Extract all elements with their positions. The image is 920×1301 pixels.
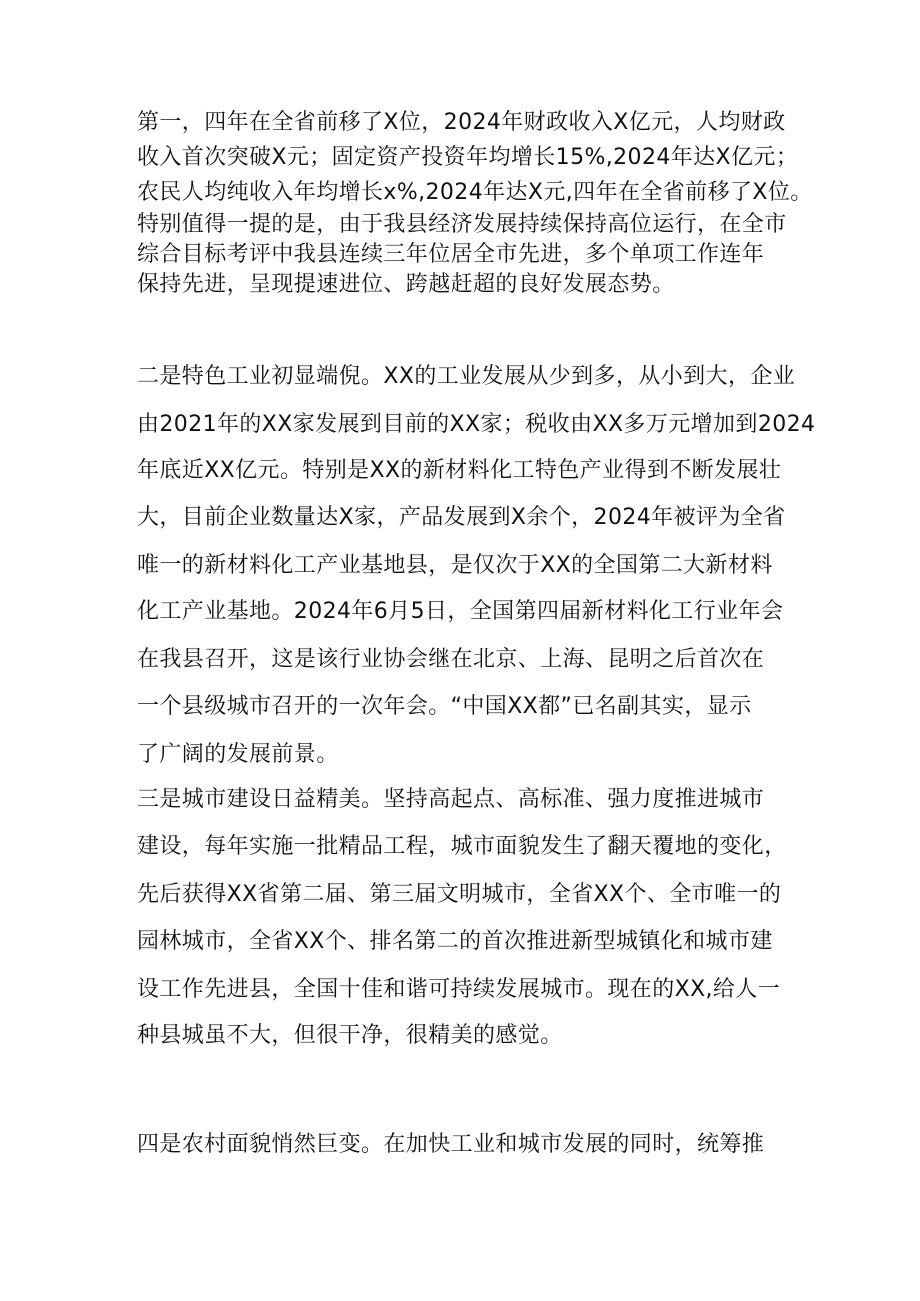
paragraph-line: 四是农村面貌悄然巨变。在加快工业和城市发展的同时，统筹推 (137, 1132, 765, 1157)
paragraph-line: 第一，四年在全省前移了X位，2024年财政收入X亿元，人均财政 (137, 110, 786, 135)
paragraph-line: 二是特色工业初显端倪。XX的工业发展从少到多，从小到大，企业 (137, 364, 796, 389)
paragraph-line: 保持先进，呈现提速进位、跨越赶超的良好发展态势。 (137, 272, 675, 297)
paragraph-line: 种县城虽不大，但很干净，很精美的感觉。 (137, 1023, 563, 1048)
paragraph-line: 综合目标考评中我县连续三年位居全市先进，多个单项工作连年 (137, 242, 765, 267)
paragraph-line: 在我县召开，这是该行业协会继在北京、上海、昆明之后首次在 (137, 647, 765, 672)
paragraph-line: 了广阔的发展前景。 (137, 742, 339, 767)
paragraph-line: 园林城市，全省XX个、排名第二的首次推进新型城镇化和城市建 (137, 929, 773, 954)
paragraph-line: 一个县级城市召开的一次年会。“中国XX都”已名副其实，显示 (137, 694, 752, 719)
paragraph-line: 先后获得XX省第二届、第三届文明城市，全省XX个、全市唯一的 (137, 882, 782, 907)
paragraph-line: 建设，每年实施一批精品工程，城市面貌发生了翻天覆地的变化， (137, 834, 787, 859)
paragraph-line: 由2021年的XX家发展到目前的XX家；税收由XX多万元增加到2024 (137, 412, 816, 437)
paragraph-line: 大，目前企业数量达X家，产品发展到X余个，2024年被评为全省 (137, 505, 786, 530)
paragraph-line: 三是城市建设日益精美。坚持高起点、高标准、强力度推进城市 (137, 787, 765, 812)
paragraph-line: 收入首次突破X元；固定资产投资年均增长15%,2024年达X亿元； (137, 145, 799, 170)
paragraph-line: 化工产业基地。2024年6月5日，全国第四届新材料化工行业年会 (137, 599, 784, 624)
paragraph-line: 农民人均纯收入年均增长x%,2024年达X元,四年在全省前移了X位。 (137, 180, 813, 205)
paragraph-line: 唯一的新材料化工产业基地县，是仅次于XX的全国第二大新材料 (137, 553, 773, 578)
paragraph-line: 设工作先进县，全国十佳和谐可持续发展城市。现在的XX,给人一 (137, 977, 781, 1002)
paragraph-line: 特别值得一提的是，由于我县经济发展持续保持高位运行，在全市 (137, 212, 787, 237)
paragraph-line: 年底近XX亿元。特别是XX的新材料化工特色产业得到不断发展壮 (137, 458, 782, 483)
